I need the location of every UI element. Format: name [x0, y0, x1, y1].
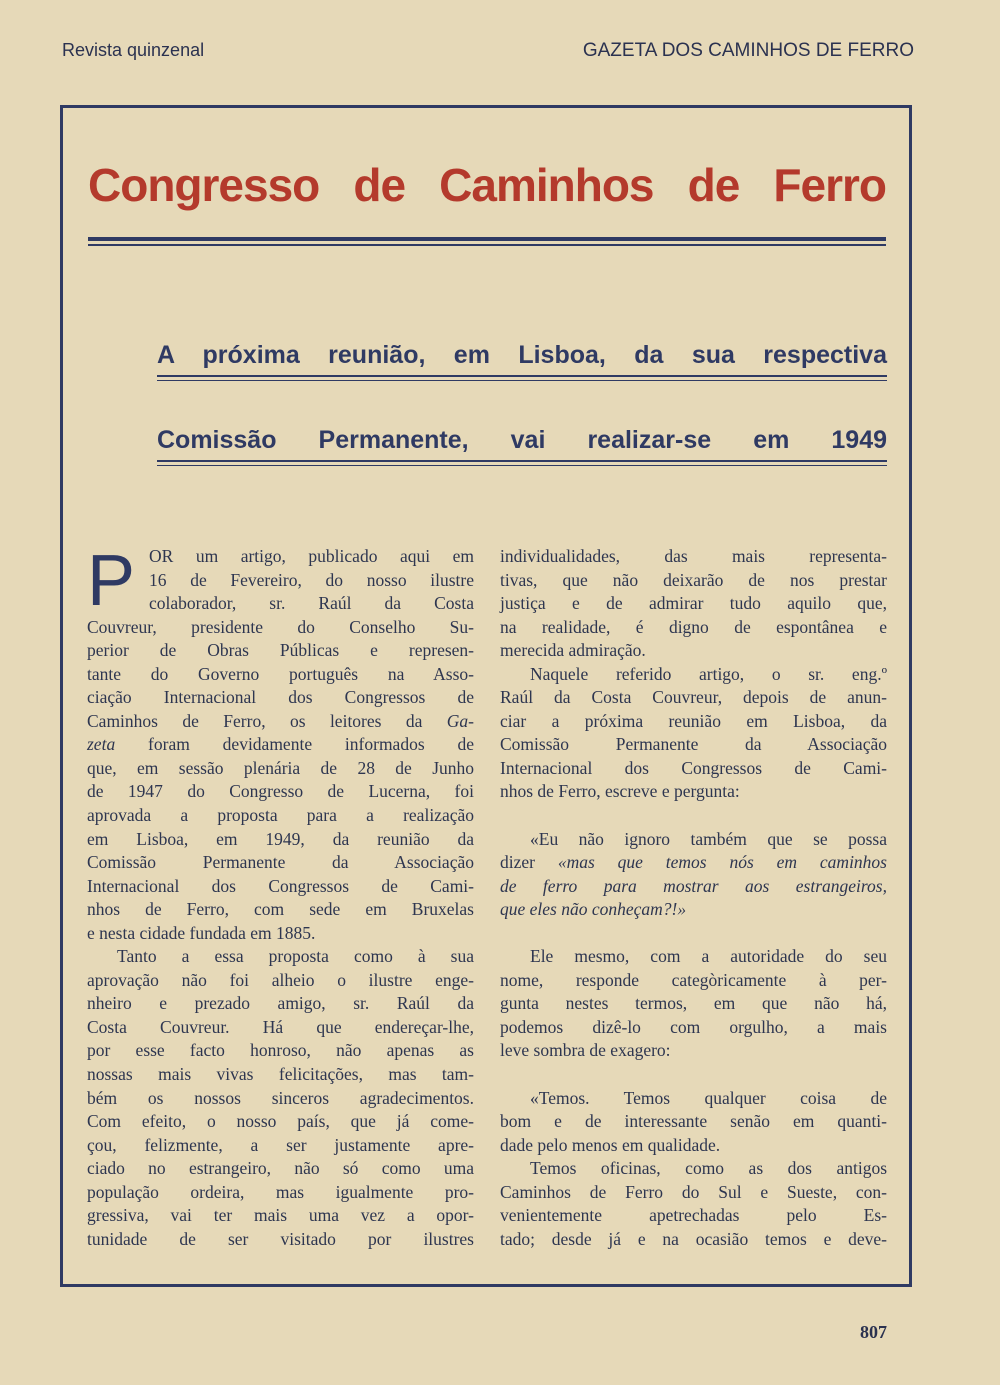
text-line — [500, 969, 887, 993]
text-segment: em Lisboa, em 1949, da reunião da — [87, 828, 474, 849]
text-segment: individualidades, das mais representa- — [500, 546, 887, 566]
text-segment: justiça e de admirar tudo aquilo que, — [500, 593, 887, 614]
text-segment: leve sombra de exagero: — [500, 1040, 671, 1061]
text-segment: tunidade de ser visitado por ilustres — [87, 1228, 474, 1249]
text-segment: ciar a próxima reunião em Lisboa, da — [500, 710, 887, 731]
text-segment: nheiro e prezado amigo, sr. Raúl da — [87, 993, 474, 1014]
text-segment: ciação Internacional dos Congressos de — [87, 687, 474, 708]
text-segment: que, em sessão plenária de 28 de Junho — [87, 757, 474, 778]
text-line — [500, 710, 887, 734]
text-segment: dizer — [500, 852, 558, 873]
text-segment: «mas que temos nós em caminhos — [557, 852, 887, 873]
title-rule-top — [88, 237, 886, 241]
text-line — [500, 1134, 887, 1158]
text-line — [500, 1110, 887, 1134]
text-segment: tivas, que não deixarão de nos prestar — [500, 569, 887, 590]
text-line — [87, 639, 474, 663]
text-line — [87, 616, 474, 640]
text-line — [87, 663, 474, 687]
text-line — [500, 898, 887, 922]
text-line — [500, 639, 887, 663]
text-segment: Costa Couvreur. Há que endereçar-lhe, — [87, 1016, 474, 1037]
text-line — [500, 663, 887, 687]
text-segment: bém os nossos sinceros agradecimentos. — [87, 1087, 474, 1108]
text-segment: Internacional dos Congressos de Cami- — [87, 875, 474, 896]
text-segment: Com efeito, o nosso país, que já come- — [87, 1111, 474, 1132]
text-line — [87, 1228, 474, 1252]
text-line — [500, 992, 887, 1016]
text-segment: foram devidamente informados de — [115, 734, 474, 755]
text-segment: na realidade, é digno de espontânea e — [500, 616, 887, 637]
text-line — [87, 1063, 474, 1087]
text-line — [500, 1016, 887, 1040]
article-title: Congresso de Caminhos de Ferro — [88, 159, 886, 211]
text-line — [87, 992, 474, 1016]
text-line — [87, 1157, 474, 1181]
text-segment: Couvreur, presidente do Conselho Su- — [87, 616, 474, 637]
text-line — [87, 592, 474, 616]
text-line — [500, 1181, 887, 1205]
text-segment: 16 de Fevereiro, do nosso ilustre — [149, 569, 474, 590]
text-line — [87, 898, 474, 922]
text-segment: por esse facto honroso, não apenas as — [87, 1040, 474, 1061]
text-line — [500, 1157, 887, 1181]
text-line — [87, 922, 474, 946]
text-segment: Raúl da Costa Couvreur, depois de anun- — [500, 687, 887, 708]
text-segment: Caminhos de Ferro do Sul e Sueste, con- — [500, 1181, 887, 1202]
text-line — [500, 780, 887, 804]
text-segment: «Eu não ignoro também que se possa — [530, 828, 887, 849]
subtitle-rule-2a — [157, 460, 887, 462]
text-segment: de ferro para mostrar aos estrangeiros, — [500, 875, 887, 896]
text-line — [87, 569, 474, 593]
text-segment: gressiva, vai ter mais uma vez a opor- — [87, 1205, 474, 1226]
text-line — [500, 592, 887, 616]
subtitle-rule-1b — [157, 380, 887, 381]
text-segment: dade pelo menos em qualidade. — [500, 1134, 721, 1155]
text-line — [500, 804, 887, 828]
page-number: 807 — [860, 1322, 887, 1342]
text-segment: zeta — [87, 734, 116, 755]
text-line — [87, 1204, 474, 1228]
text-segment: que eles não conheçam?!» — [500, 899, 687, 920]
text-line — [87, 875, 474, 899]
text-line — [500, 1039, 887, 1063]
text-segment: população ordeira, mas igualmente pro- — [87, 1181, 474, 1202]
text-line — [500, 733, 887, 757]
text-line — [87, 780, 474, 804]
text-segment: podemos dizê-lo com orgulho, a mais — [500, 1016, 887, 1037]
text-segment: nhos de Ferro, com sede em Bruxelas — [87, 899, 474, 920]
text-line — [500, 922, 887, 946]
text-segment: Caminhos de Ferro, os leitores da — [87, 710, 447, 731]
text-segment: merecida admiração. — [500, 640, 646, 661]
text-line — [87, 545, 474, 569]
subtitle-line-2: Comissão Permanente, vai realizar-se em 1949 — [157, 426, 887, 454]
text-segment: nhos de Ferro, escreve e pergunta: — [500, 781, 740, 802]
text-segment: gunta nestes termos, em que não há, — [500, 993, 887, 1014]
text-line — [500, 757, 887, 781]
text-line — [87, 686, 474, 710]
text-segment: perior de Obras Públicas e represen- — [87, 640, 474, 661]
subtitle-rule-2b — [157, 465, 887, 466]
title-rule-bottom — [88, 244, 886, 246]
text-segment: colaborador, sr. Raúl da Costa — [149, 593, 474, 614]
text-line — [500, 545, 887, 569]
text-line — [87, 1016, 474, 1040]
text-segment: nossas mais vivas felicitações, mas tam- — [87, 1064, 474, 1085]
article-column-left — [87, 541, 474, 1251]
text-segment: nome, responde categòricamente à per- — [500, 969, 887, 990]
text-line — [500, 1087, 887, 1111]
text-line — [87, 710, 474, 734]
text-line — [500, 1204, 887, 1228]
text-line — [500, 851, 887, 875]
drop-cap: P — [87, 541, 136, 621]
subtitle-line-1: A próxima reunião, em Lisboa, da sua respectiva — [157, 341, 887, 369]
text-line — [500, 875, 887, 899]
text-segment: Comissão Permanente da Associação — [87, 852, 474, 873]
running-header-left: Revista quinzenal — [62, 40, 205, 60]
text-line — [500, 1063, 887, 1087]
text-segment: bom e de interessante senão em quanti- — [500, 1111, 887, 1132]
text-segment: tado; desde já e na ocasião temos e deve- — [500, 1228, 887, 1249]
text-line — [87, 733, 474, 757]
text-segment: Comissão Permanente da Associação — [500, 734, 887, 755]
text-line — [87, 1039, 474, 1063]
text-segment: Internacional dos Congressos de Cami- — [500, 757, 887, 778]
text-segment: Tanto a essa proposta como à sua — [117, 946, 474, 967]
text-segment: Naquele referido artigo, o sr. eng.º — [530, 663, 887, 684]
text-segment: Ele mesmo, com a autoridade do seu — [530, 946, 887, 967]
text-line — [87, 828, 474, 852]
text-segment: aprovação não foi alheio o ilustre enge- — [87, 969, 474, 990]
text-segment: çou, felizmente, a ser justamente apre- — [87, 1134, 474, 1155]
text-segment: de 1947 do Congresso de Lucerna, foi — [87, 781, 474, 802]
text-segment: «Temos. Temos qualquer coisa de — [530, 1087, 887, 1108]
text-segment: e nesta cidade fundada em 1885. — [87, 922, 316, 943]
text-segment: ciado no estrangeiro, não só como uma — [87, 1158, 474, 1179]
text-segment: OR um artigo, publicado aqui em — [149, 546, 474, 566]
text-line — [87, 969, 474, 993]
text-line — [500, 1228, 887, 1252]
running-header-right: GAZETA DOS CAMINHOS DE FERRO — [582, 40, 914, 61]
subtitle-rule-1a — [157, 375, 887, 377]
text-line — [500, 686, 887, 710]
text-line — [87, 1181, 474, 1205]
text-line — [87, 851, 474, 875]
text-segment: tante do Governo português na Asso- — [87, 663, 474, 684]
text-line — [87, 1110, 474, 1134]
article-column-right — [500, 545, 887, 1251]
text-line — [87, 1087, 474, 1111]
text-line — [500, 569, 887, 593]
text-line — [500, 616, 887, 640]
text-segment: venientemente apetrechadas pelo Es- — [500, 1205, 887, 1226]
text-line — [500, 945, 887, 969]
text-segment: Temos oficinas, como as dos antigos — [530, 1158, 887, 1179]
text-line — [87, 945, 474, 969]
text-line — [87, 804, 474, 828]
text-line — [87, 1134, 474, 1158]
text-segment: Ga- — [446, 710, 474, 731]
text-segment: aprovada a proposta para a realização — [87, 805, 474, 826]
text-line — [500, 828, 887, 852]
text-line — [87, 757, 474, 781]
